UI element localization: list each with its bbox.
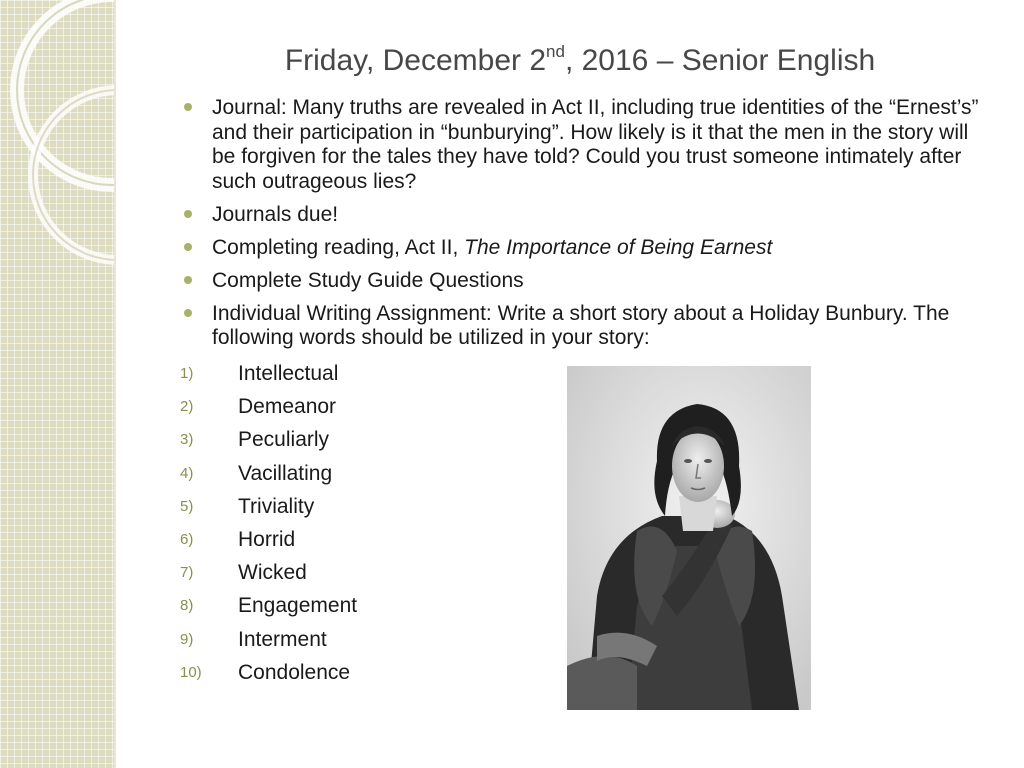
bullet-text: Individual Writing Assignment: Write a short story about a Holiday Bunbury. The following words should be utilized in your story: [212,301,950,349]
vocab-word: Wicked [238,561,307,585]
vocab-number: 6) [180,530,194,548]
bullet-icon [184,103,192,111]
bullet-text: Journals due! [212,202,339,226]
bullet-item [184,269,994,294]
bullet-text: Completing reading, Act II, [212,235,465,259]
portrait-illustration [567,366,811,710]
vocab-word: Horrid [238,527,296,551]
vocab-item [180,393,560,426]
decorative-side-strip [0,0,114,768]
vocab-word: Demeanor [238,395,337,419]
vocab-item [180,592,560,625]
title-superscript: nd [546,42,565,61]
vocab-item [180,626,560,659]
book-title: The Importance of Being Earnest [464,235,773,259]
bullet-item [184,203,994,228]
vocab-word: Engagement [238,594,358,618]
vocab-number: 2) [180,398,194,416]
vocab-number: 10) [180,663,202,681]
vocab-item [180,426,560,459]
vocab-item [180,559,560,592]
bullet-text: Complete Study Guide Questions [212,268,524,292]
title-prefix: Friday, December 2 [284,44,547,77]
vocab-item [180,460,560,493]
slide-title [150,44,1010,78]
vocab-word: Condolence [238,660,351,684]
vocab-item [180,493,560,526]
title-suffix: , 2016 – Senior English [564,44,876,77]
vocab-word: Intellectual [238,362,339,385]
agenda-bullet-list [184,96,994,359]
vocab-word: Vacillating [238,461,333,485]
bullet-item [184,302,994,351]
vocabulary-list [180,360,560,692]
bullet-icon [184,210,192,218]
author-portrait-photo [567,366,811,710]
vocab-number: 5) [180,497,194,515]
vocab-word: Interment [238,627,327,651]
vocab-word: Peculiarly [238,428,330,452]
strip-edge-divider [114,0,116,768]
vocab-number: 1) [180,365,194,382]
vocab-number: 4) [180,464,194,482]
bullet-item [184,236,994,261]
vocab-number: 3) [180,431,194,449]
bullet-icon [184,309,192,317]
vocab-number: 8) [180,597,194,615]
bullet-icon [184,276,192,284]
vocab-word: Triviality [238,494,315,518]
bullet-item [184,96,994,194]
bullet-text: Journal: Many truths are revealed in Act II, including true identities of the “Ernest’s” and their participation in “bunburying”. How likely is it that the men in the story will be forgiven for the tales they have told? Could you trust someone intimately after such outrageous lies? [212,96,979,193]
vocab-item [180,659,560,692]
vocab-number: 7) [180,564,194,582]
vocab-number: 9) [180,630,194,648]
vocab-item [180,360,560,393]
vocab-item [180,526,560,559]
bullet-icon [184,243,192,251]
decorative-rings [0,0,114,768]
